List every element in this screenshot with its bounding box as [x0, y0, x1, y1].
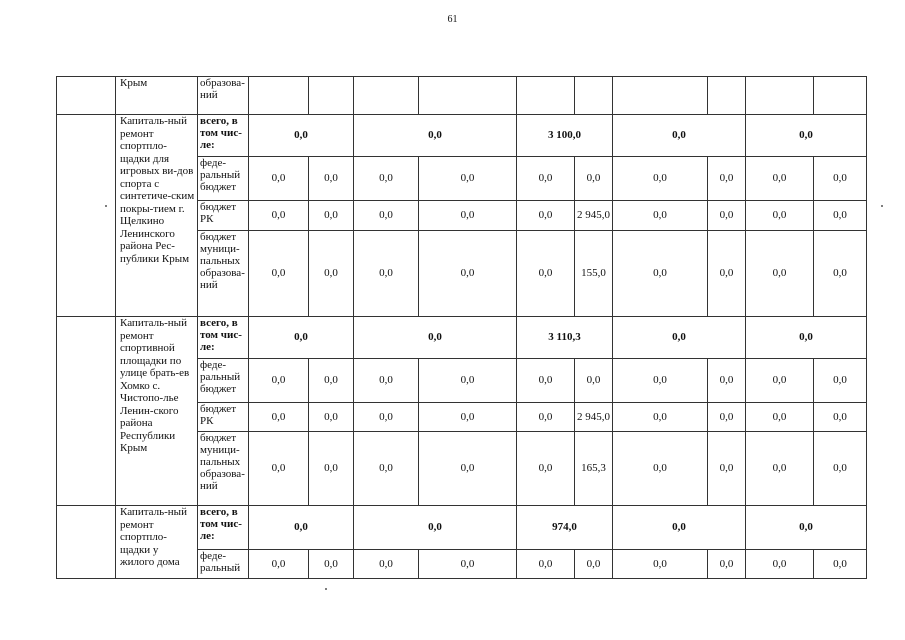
value-cell: 0,0: [746, 201, 814, 231]
empty-cell: [419, 77, 517, 115]
scan-speck: [325, 588, 327, 590]
value-cell: 0,0: [575, 550, 613, 579]
value-cell: 0,0: [814, 201, 867, 231]
value-cell: 0,0: [814, 432, 867, 506]
value-cell: 2 945,0: [575, 403, 613, 432]
value-cell: 0,0: [613, 403, 708, 432]
value-cell: 0,0: [354, 432, 419, 506]
funding-source-cell: бюджет муници-пальных образова-ний: [198, 432, 249, 506]
total-label-cell: всего, в том чис-ле:: [198, 317, 249, 359]
value-cell: 0,0: [746, 403, 814, 432]
value-cell: 0,0: [575, 359, 613, 403]
value-cell: 0,0: [354, 359, 419, 403]
value-cell: 0,0: [746, 157, 814, 201]
value-cell: 0,0: [746, 359, 814, 403]
value-cell: 0,0: [708, 550, 746, 579]
total-value-cell: 0,0: [613, 506, 746, 550]
value-cell: 0,0: [517, 359, 575, 403]
total-value-cell: 0,0: [613, 115, 746, 157]
page-number: 61: [447, 14, 458, 25]
value-cell: 0,0: [309, 550, 354, 579]
scan-speck: [105, 205, 107, 207]
object-name-cell: Крым: [116, 77, 198, 115]
total-value-cell: 0,0: [746, 317, 867, 359]
total-value-cell: 0,0: [613, 317, 746, 359]
value-cell: 0,0: [746, 231, 814, 317]
object-name-cell: Капиталь-ный ремонт спортпло-щадки у жилого дома: [116, 506, 198, 579]
funding-source-cell: образова-ний: [198, 77, 249, 115]
funding-source-cell: бюджет РК: [198, 403, 249, 432]
value-cell: 0,0: [613, 157, 708, 201]
funding-source-cell: бюджет РК: [198, 201, 249, 231]
value-cell: 0,0: [708, 157, 746, 201]
empty-cell: [575, 77, 613, 115]
value-cell: 0,0: [249, 157, 309, 201]
value-cell: 0,0: [814, 157, 867, 201]
value-cell: 0,0: [517, 201, 575, 231]
value-cell: 0,0: [814, 550, 867, 579]
value-cell: 0,0: [575, 157, 613, 201]
value-cell: 0,0: [249, 359, 309, 403]
value-cell: 0,0: [708, 432, 746, 506]
budget-table: [56, 76, 867, 579]
value-cell: 0,0: [249, 403, 309, 432]
value-cell: 0,0: [249, 231, 309, 317]
empty-cell: [309, 77, 354, 115]
value-cell: 0,0: [354, 231, 419, 317]
empty-cell: [613, 77, 708, 115]
funding-source-cell: феде-ральный бюджет: [198, 359, 249, 403]
value-cell: 0,0: [309, 201, 354, 231]
table-row: [57, 506, 867, 550]
value-cell: 0,0: [517, 157, 575, 201]
empty-cell: [57, 317, 116, 506]
value-cell: 0,0: [419, 201, 517, 231]
object-name-cell: Капиталь-ный ремонт спортпло-щадки для игровых ви-дов спорта с синтетиче-ским покры-тием г. Щелкино Ленинского района Рес-публики Крым: [116, 115, 198, 317]
value-cell: 0,0: [613, 359, 708, 403]
empty-cell: [814, 77, 867, 115]
value-cell: 165,3: [575, 432, 613, 506]
value-cell: 0,0: [354, 157, 419, 201]
total-value-cell: 0,0: [249, 506, 354, 550]
total-value-cell: 0,0: [354, 317, 517, 359]
total-value-cell: 974,0: [517, 506, 613, 550]
value-cell: 0,0: [708, 359, 746, 403]
scan-speck: [881, 205, 883, 207]
value-cell: 0,0: [814, 359, 867, 403]
total-value-cell: 0,0: [249, 115, 354, 157]
empty-cell: [354, 77, 419, 115]
total-value-cell: 0,0: [746, 506, 867, 550]
value-cell: 0,0: [419, 157, 517, 201]
value-cell: 0,0: [746, 432, 814, 506]
value-cell: 0,0: [708, 403, 746, 432]
value-cell: 0,0: [613, 432, 708, 506]
total-value-cell: 0,0: [249, 317, 354, 359]
value-cell: 0,0: [354, 550, 419, 579]
empty-cell: [746, 77, 814, 115]
value-cell: 0,0: [309, 157, 354, 201]
total-value-cell: 0,0: [354, 506, 517, 550]
budget-table-container: [56, 76, 866, 582]
value-cell: 0,0: [309, 359, 354, 403]
funding-source-cell: феде-ральный: [198, 550, 249, 579]
value-cell: 0,0: [309, 403, 354, 432]
empty-cell: [517, 77, 575, 115]
value-cell: 0,0: [249, 432, 309, 506]
value-cell: 0,0: [309, 231, 354, 317]
value-cell: 0,0: [354, 403, 419, 432]
value-cell: 0,0: [517, 432, 575, 506]
object-name-cell: Капиталь-ный ремонт спортивной площадки по улице брать-ев Хомко с. Чистопо-лье Ленин-ского района Республики Крым: [116, 317, 198, 506]
value-cell: 0,0: [419, 432, 517, 506]
value-cell: 0,0: [746, 550, 814, 579]
empty-cell: [249, 77, 309, 115]
value-cell: 0,0: [613, 550, 708, 579]
value-cell: 0,0: [708, 231, 746, 317]
value-cell: 0,0: [354, 201, 419, 231]
value-cell: 2 945,0: [575, 201, 613, 231]
value-cell: 0,0: [419, 359, 517, 403]
total-value-cell: 3 100,0: [517, 115, 613, 157]
total-value-cell: 3 110,3: [517, 317, 613, 359]
total-label-cell: всего, в том чис-ле:: [198, 506, 249, 550]
value-cell: 0,0: [419, 550, 517, 579]
value-cell: 0,0: [249, 550, 309, 579]
empty-cell: [57, 77, 116, 115]
empty-cell: [57, 506, 116, 579]
total-value-cell: 0,0: [746, 115, 867, 157]
table-row: [57, 115, 867, 157]
table-row: [57, 77, 867, 115]
value-cell: 0,0: [517, 403, 575, 432]
value-cell: 0,0: [814, 403, 867, 432]
value-cell: 0,0: [517, 231, 575, 317]
table-row: [57, 317, 867, 359]
total-value-cell: 0,0: [354, 115, 517, 157]
value-cell: 0,0: [613, 231, 708, 317]
empty-cell: [57, 115, 116, 317]
funding-source-cell: феде-ральный бюджет: [198, 157, 249, 201]
value-cell: 0,0: [419, 231, 517, 317]
total-label-cell: всего, в том чис-ле:: [198, 115, 249, 157]
value-cell: 0,0: [249, 201, 309, 231]
value-cell: 0,0: [613, 201, 708, 231]
funding-source-cell: бюджет муници-пальных образова-ний: [198, 231, 249, 317]
value-cell: 0,0: [517, 550, 575, 579]
value-cell: 155,0: [575, 231, 613, 317]
value-cell: 0,0: [419, 403, 517, 432]
value-cell: 0,0: [708, 201, 746, 231]
value-cell: 0,0: [814, 231, 867, 317]
value-cell: 0,0: [309, 432, 354, 506]
empty-cell: [708, 77, 746, 115]
